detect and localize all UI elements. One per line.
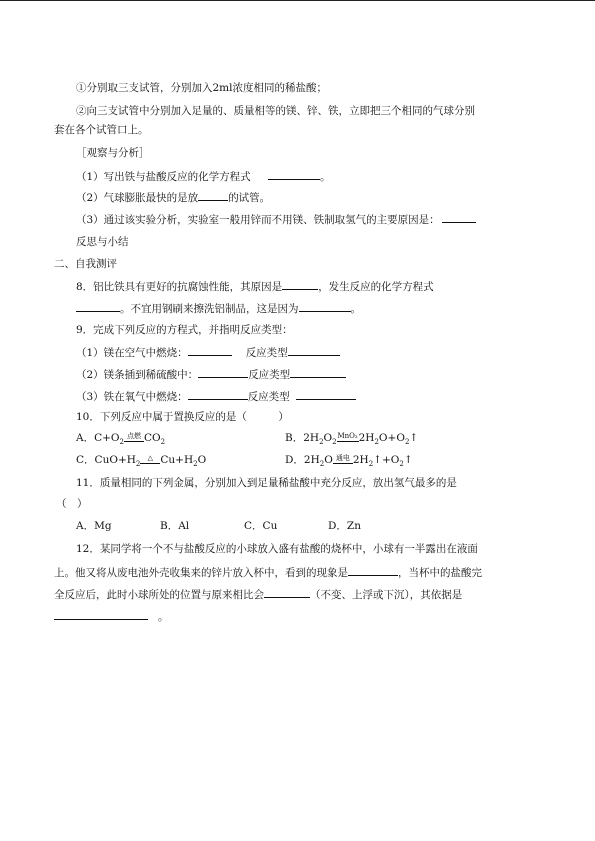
equation-part: O bbox=[323, 432, 333, 444]
question-8-text-b: ，发生反应的化学方程式 bbox=[318, 281, 434, 293]
question-8-line-2 bbox=[76, 301, 361, 316]
question-11-line-1: 11．质量相同的下列金属，分别加入到足量稀盐酸中充分反应，放出氢气最多的是 bbox=[76, 477, 457, 489]
equals-bar bbox=[124, 441, 144, 442]
question-12-line-4 bbox=[54, 609, 169, 624]
question-observe-2-text-b: 的试管。 bbox=[228, 192, 271, 204]
question-9-item-2-text-a: （2）镁条插到稀硫酸中： bbox=[76, 369, 199, 381]
question-9-item-1-text-a: （1）镁在空气中燃烧： bbox=[76, 347, 188, 359]
question-observe-1-end: 。 bbox=[320, 171, 331, 183]
question-8-line-1 bbox=[76, 279, 434, 294]
question-8-text-a: 8．铝比铁具有更好的抗腐蚀性能，其原因是 bbox=[76, 281, 283, 293]
question-9-item-3-text-b: 反应类型 bbox=[247, 391, 290, 403]
answer-blank[interactable] bbox=[296, 389, 356, 400]
equation-part: CuO+H bbox=[94, 454, 136, 466]
question-observe-2 bbox=[76, 190, 270, 205]
subscript: 2 bbox=[332, 438, 337, 447]
reaction-condition bbox=[124, 433, 144, 442]
question-12-end: 。 bbox=[158, 611, 169, 623]
subscript: 2 bbox=[119, 438, 125, 447]
step-1: ①分别取三支试管，分别加入2ml浓度相同的稀盐酸； bbox=[76, 82, 327, 94]
subscript: 2 bbox=[319, 438, 324, 447]
subscript: 2 bbox=[368, 460, 374, 469]
question-9-item-3 bbox=[76, 389, 356, 404]
step-2-line-2: 套在各个试管口上。 bbox=[54, 124, 149, 136]
answer-blank[interactable] bbox=[188, 389, 248, 400]
question-10-option-b[interactable] bbox=[285, 431, 418, 445]
question-10-option-c[interactable] bbox=[76, 453, 206, 467]
question-8-text-d: 。 bbox=[350, 303, 361, 315]
question-10: 10．下列反应中属于置换反应的是（ ） bbox=[76, 411, 289, 423]
question-9-item-2 bbox=[76, 367, 346, 382]
condition-text: 点燃 bbox=[127, 432, 142, 440]
observe-heading: ［观察与分析］ bbox=[76, 147, 150, 159]
question-12-text-b: ，当杯中的盐酸完 bbox=[398, 567, 482, 579]
equation-part: +O bbox=[381, 454, 400, 466]
reaction-condition bbox=[337, 433, 359, 442]
answer-blank[interactable] bbox=[198, 367, 248, 378]
equation-part: CO bbox=[144, 432, 161, 444]
answer-blank[interactable] bbox=[282, 279, 318, 290]
question-12-text-a: 上。他又将从废电池外壳收集来的锌片放入杯中，看到的现象是 bbox=[54, 567, 348, 579]
subscript: 2 bbox=[399, 460, 404, 469]
equals-bar bbox=[140, 463, 160, 464]
question-observe-3-text: （3）通过该实验分析，实验室一般用锌而不用镁、铁制取氢气的主要原因是： bbox=[76, 214, 440, 226]
subscript: 2 bbox=[374, 438, 379, 447]
answer-blank[interactable] bbox=[288, 345, 340, 356]
equation-part: 2H bbox=[303, 454, 320, 466]
question-9-item-2-text-b: 反应类型 bbox=[248, 369, 291, 381]
subscript: 2 bbox=[193, 460, 198, 469]
question-12-line-2 bbox=[54, 565, 482, 580]
equation-part: 2H bbox=[358, 432, 375, 444]
question-11-line-2: （ ） bbox=[56, 498, 88, 510]
answer-blank[interactable] bbox=[290, 367, 346, 378]
condition-text: 通电 bbox=[335, 454, 350, 462]
section-2-heading: 二、自我测评 bbox=[54, 258, 117, 270]
answer-blank[interactable] bbox=[264, 587, 310, 598]
question-12-line-3 bbox=[54, 587, 462, 602]
answer-blank[interactable] bbox=[299, 301, 351, 312]
subscript: 2 bbox=[319, 460, 325, 469]
equation-part: O bbox=[197, 454, 207, 466]
question-11-option-a[interactable]: A．Mg bbox=[76, 520, 112, 532]
answer-blank[interactable] bbox=[54, 609, 148, 620]
question-12-text-d: （不变、上浮或下沉），其依据是 bbox=[310, 589, 463, 601]
answer-blank[interactable] bbox=[188, 345, 232, 356]
question-9-item-3-text-a: （3）铁在氧气中燃烧： bbox=[76, 391, 188, 403]
question-11-option-d[interactable]: D．Zn bbox=[328, 520, 361, 532]
subscript: 2 bbox=[160, 438, 166, 447]
question-8-text-c: 。不宜用钢刷来擦洗铝制品，这是因为 bbox=[120, 303, 299, 315]
reaction-condition bbox=[333, 455, 353, 464]
question-observe-1-text: （1）写出铁与盐酸反应的化学方程式 bbox=[76, 171, 251, 183]
question-12-text-c: 全反应后，此时小球所处的位置与原来相比会 bbox=[54, 589, 264, 601]
option-label: B． bbox=[285, 432, 304, 444]
subscript: 2 bbox=[135, 460, 141, 469]
condition-text: MnO₂ bbox=[337, 432, 358, 440]
reaction-condition bbox=[140, 455, 160, 464]
question-12-line-1: 12．某同学将一个不与盐酸反应的小球放入盛有盐酸的烧杯中，小球有一半露出在液面 bbox=[76, 543, 478, 555]
option-label: A． bbox=[76, 432, 95, 444]
question-9-item-1 bbox=[76, 345, 340, 360]
equation-part: O bbox=[324, 454, 333, 466]
equals-bar bbox=[337, 441, 359, 442]
question-observe-1 bbox=[76, 169, 331, 184]
answer-blank[interactable] bbox=[76, 301, 120, 312]
question-observe-2-text-a: （2）气球膨胀最快的是放 bbox=[76, 192, 199, 204]
question-11-option-c[interactable]: C．Cu bbox=[244, 520, 278, 532]
equation-part: 2H bbox=[352, 454, 369, 466]
reflection-heading: 反思与小结 bbox=[76, 236, 129, 248]
equation-part: 2H bbox=[303, 432, 320, 444]
top-border-rule bbox=[0, 0, 595, 1]
step-2-line-1: ②向三支试管中分别加入足量的、质量相等的镁、锌、铁，立即把三个相同的气球分别 bbox=[76, 105, 475, 117]
equation-part: C+O bbox=[94, 432, 120, 444]
question-observe-3 bbox=[76, 212, 476, 227]
question-11-option-b[interactable]: B．Al bbox=[160, 520, 190, 532]
equals-bar bbox=[333, 463, 353, 464]
equation-part: O+O bbox=[378, 432, 405, 444]
question-9: 9．完成下列反应的方程式，并指明反应类型： bbox=[76, 324, 293, 336]
option-label: D． bbox=[285, 454, 304, 466]
gas-arrow: ↑ bbox=[373, 454, 382, 466]
condition-text: △ bbox=[147, 454, 154, 462]
question-9-item-1-text-b: 反应类型 bbox=[245, 347, 288, 359]
equation-part: Cu+H bbox=[160, 454, 194, 466]
gas-arrow: ↑ bbox=[403, 454, 413, 466]
answer-blank[interactable] bbox=[268, 169, 320, 180]
subscript: 2 bbox=[404, 438, 410, 447]
answer-blank[interactable] bbox=[198, 190, 228, 201]
answer-blank[interactable] bbox=[348, 565, 398, 576]
question-10-option-d[interactable] bbox=[285, 453, 413, 467]
gas-arrow: ↑ bbox=[409, 432, 419, 444]
question-10-option-a[interactable] bbox=[76, 431, 165, 445]
option-label: C． bbox=[76, 454, 95, 466]
answer-blank[interactable] bbox=[442, 212, 476, 223]
